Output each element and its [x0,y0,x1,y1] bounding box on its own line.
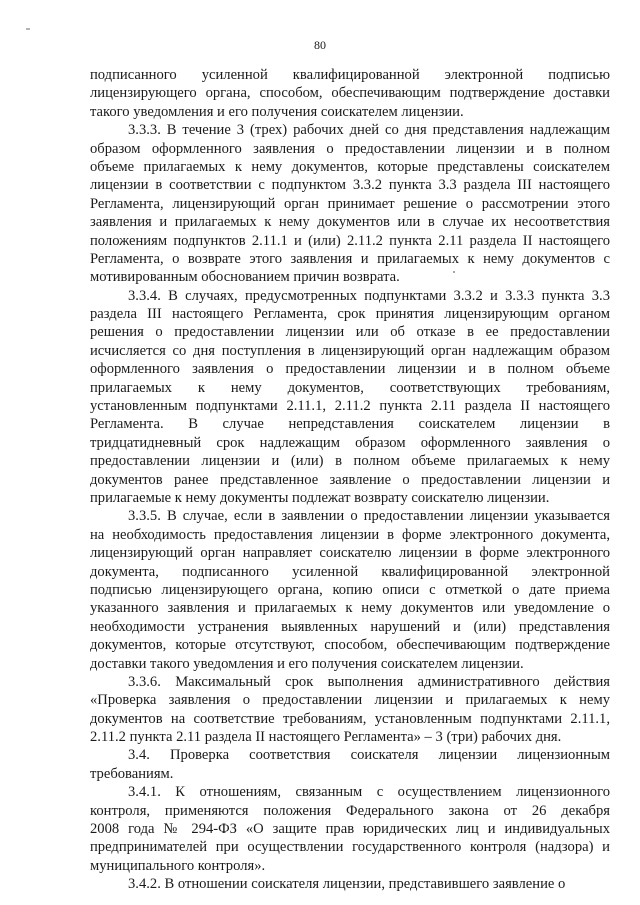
text-line: требованиям. [90,765,174,782]
text-line: предоставлении лицензии и (или) в полном объеме прилагаемых к нему [90,453,610,470]
text-line: доставки такого уведомления и его получения соискателем лицензии. [90,655,524,672]
text-line: раздела III настоящего Регламента, срок принятия лицензирующим органом [90,306,610,323]
text-line: Регламента. В случае непредставления соискателем лицензии в [90,416,610,433]
page-number: 80 [314,38,326,52]
text-line: исчисляется со дня поступления в лицензирующий орган надлежащим образом [90,342,610,359]
text-line: прилагаемые к нему документы подлежат возврату соискателю лицензии. [90,489,550,506]
text-line: документа, подписанного усиленной квалифицированной электронной [90,563,610,580]
text-line: Регламента, лицензирующий орган принимает решение о рассмотрении этого [90,195,610,212]
document-body [90,66,610,894]
text-line: муниципального контроля». [90,857,266,874]
paragraph [90,66,610,121]
paragraph [90,875,610,893]
text-line: положениям подпунктов 2.11.1 и (или) 2.11.2 пункта 2.11 раздела II настоящего [90,232,610,249]
text-line: документов ранее представленное заявление о предоставлении лицензии и [90,471,610,488]
paragraph [90,507,610,673]
text-line: указанного заявления и прилагаемых к нему документов или уведомление о [90,600,610,617]
text-line: 3.3.5. В случае, если в заявлении о предоставлении лицензии указывается [128,508,610,525]
paragraph [90,673,610,747]
text-line: 2.11.2 пункта 2.11 раздела II настоящего Регламента» – 3 (три) рабочих дня. [90,729,562,746]
text-line: 3.3.6. Максимальный срок выполнения административного действия [128,673,610,690]
text-line: документов, которые отсутствуют, способом, обеспечивающим подтверждение [90,637,610,654]
text-line: тридцатидневный срок надлежащим образом оформленного заявления о [90,434,610,451]
paragraph [90,287,610,508]
text-line: решения о предоставлении лицензии или об отказе в ее предоставлении [90,324,610,341]
text-line: контроля, применяются положения Федерального закона от 26 декабря [90,802,610,819]
text-line: такого уведомления и его получения соискателем лицензии. [90,103,464,120]
text-line: «Проверка заявления о предоставлении лицензии и прилагаемых к нему [90,692,610,709]
text-line: образом оформленного заявления о предоставлении лицензии и в полном [90,140,610,157]
text-line: 3.3.3. В течение 3 (трех) рабочих дней со дня представления надлежащим [128,122,610,139]
text-line: лицензии в соответствии с подпунктом 3.3.2 пункта 3.3 раздела III настоящего [90,177,610,194]
paragraph [90,121,610,287]
text-line: заявления и прилагаемых к нему документов или в случае их несоответствия [90,214,610,231]
text-line: лицензирующий орган направляет соискателю лицензии в форме электронного [90,545,610,562]
text-line: документов на соответствие требованиям, установленным подпунктами 2.11.1, [90,710,610,727]
text-line: на необходимость предоставления лицензии в форме электронного документа, [90,526,610,543]
text-line: прилагаемых к нему документов, соответствующих требованиям, [90,379,610,396]
text-line: 3.4. Проверка соответствия соискателя лицензии лицензионным [128,747,610,764]
text-line: подписью лицензирующего органа, копию описи с отметкой о дате приема [90,581,610,598]
text-line: предпринимателей при осуществлении государственного контроля (надзора) и [90,839,610,856]
text-line: Регламента, о возврате этого заявления и прилагаемых к нему документов с [90,250,610,267]
text-line: оформленного заявления о предоставлении лицензии и в полном объеме [90,361,610,378]
text-line: 3.3.4. В случаях, предусмотренных подпунктами 3.3.2 и 3.3.3 пункта 3.3 [128,287,610,304]
paragraph [90,783,610,875]
text-line: 3.4.2. В отношении соискателя лицензии, представившего заявление о [128,876,566,893]
scan-edge-mark [26,28,30,30]
text-line: объеме прилагаемых к нему документов, которые представлены соискателем [90,158,610,175]
text-line: 3.4.1. К отношениям, связанным с осуществлением лицензионного [128,784,610,801]
text-line: 2008 года № 294-ФЗ «О защите прав юридических лиц и индивидуальных [90,821,610,838]
text-line: необходимости устранения выявленных нарушений и (или) представления [90,618,610,635]
paragraph [90,746,610,783]
text-line: мотивированным обоснованием причин возврата. [90,269,400,286]
text-line: подписанного усиленной квалифицированной электронной подписью [90,67,610,83]
text-line: установленным подпунктами 2.11.1, 2.11.2 пункта 2.11 раздела II настоящего [90,398,610,415]
text-line: лицензирующего органа, способом, обеспечивающим подтверждение доставки [90,85,610,102]
